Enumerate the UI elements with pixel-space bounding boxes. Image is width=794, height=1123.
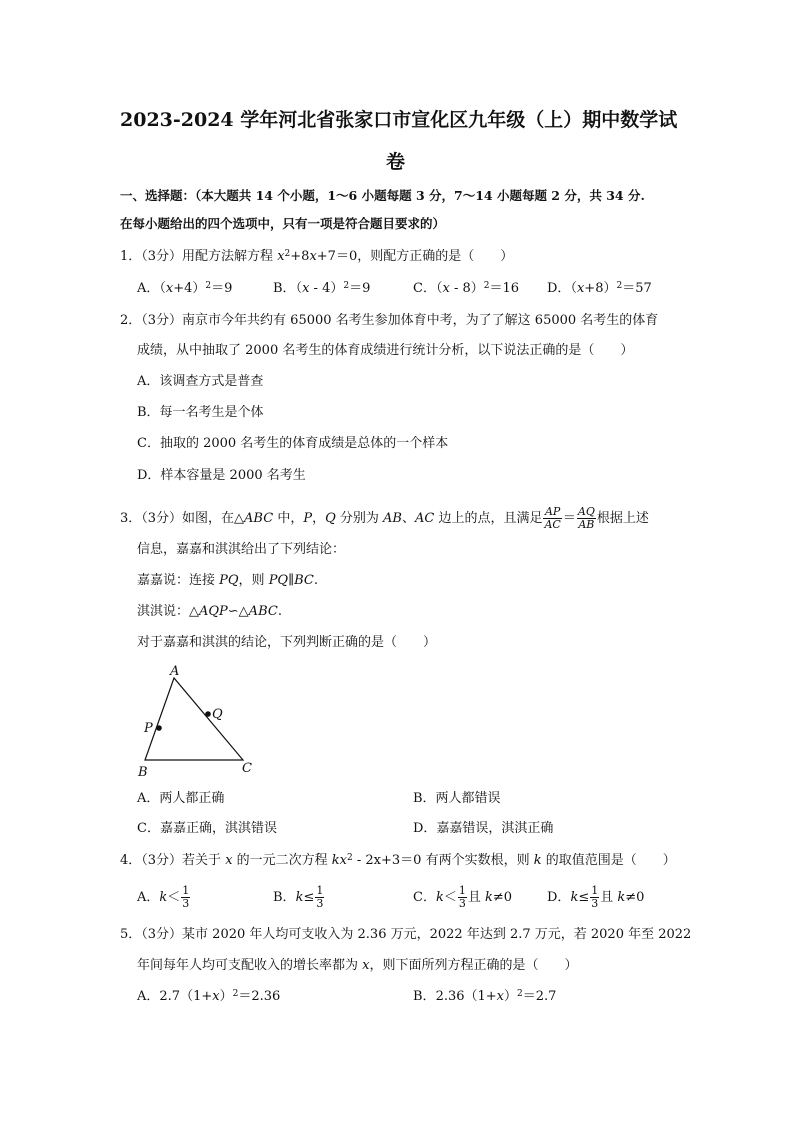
question-4-option-a[interactable]: A．k＜ $\frac{1}{3}$ — [137, 884, 190, 910]
question-3-option-b[interactable]: B．两人都错误 — [413, 791, 501, 806]
question-2-stem-continued: 成绩，从中抽取了 2000 名考生的体育成绩进行统计分析，以下说法正确的是（ ） — [137, 343, 634, 358]
question-5-stem: 5．（3分）某市 2020 年人均可支收入为 2.36 万元，2022 年达到 2.7 万元，若 2020 年至 2022 — [120, 927, 692, 942]
label-p: P — [144, 721, 153, 736]
section-instructions: 在每小题给出的四个选项中，只有一项是符合题目要求的） — [120, 216, 446, 231]
fraction-one-third: $\frac{1}{3}$ — [182, 884, 190, 910]
question-2-stem: 2．（3分）南京市今年共约有 65000 名考生参加体育中考，为了了解这 65000 名考生的体育 — [120, 313, 659, 328]
fraction-one-third: $\frac{1}{3}$ — [316, 884, 324, 910]
question-2-option-a[interactable]: A．该调查方式是普查 — [137, 374, 264, 389]
question-3-option-d[interactable]: D．嘉嘉错误，淇淇正确 — [413, 821, 554, 836]
question-1-option-a[interactable]: A．$(x+4)^2=9$ — [137, 281, 233, 296]
question-3-stem-continued: 信息，嘉嘉和淇淇给出了下列结论： — [137, 542, 346, 557]
fraction-one-third: $\frac{1}{3}$ — [458, 884, 466, 910]
question-1-option-d[interactable]: D．$(x+8)^2=57$ — [547, 281, 652, 296]
question-1-option-c[interactable]: C．（x - 8）$^2$＝16 — [413, 281, 520, 296]
fraction-one-third: $\frac{1}{3}$ — [591, 884, 599, 910]
question-4-option-b[interactable]: B．k≤ $\frac{1}{3}$ — [273, 884, 324, 910]
triangle-figure — [130, 660, 270, 782]
label-b: B — [138, 765, 148, 780]
section-header: 一、选择题：（本大题共 14 个小题，1～6 小题每题 3 分，7～14 小题每题 2 分，共 34 分. — [120, 188, 645, 203]
label-c: C — [242, 761, 252, 776]
question-5-option-b[interactable]: B．$2.36(1+x)^2=2.7$ — [413, 989, 557, 1004]
question-4-option-c[interactable]: C．k＜ $\frac{1}{3}$ 且 k≠0 — [413, 884, 513, 910]
fraction-ap-ac: $\frac{AP}{AC}$ — [544, 505, 561, 531]
triangle-abc — [145, 678, 243, 760]
label-q: Q — [212, 707, 223, 722]
question-2-option-b[interactable]: B．每一名考生是个体 — [137, 405, 264, 420]
question-3-stem: 3．（3分）如图，在△ABC 中，P，Q 分别为 AB、AC 边上的点，且满足 $\frac{AP}{AC}$ ＝ $\frac{AQ}{AB}$ 根据上述 — [120, 505, 649, 531]
question-3-jiajia-claim: 嘉嘉说：连接 PQ，则 PQ∥BC. — [137, 573, 318, 588]
page-title-continued: 卷 — [386, 151, 406, 173]
question-5-stem-continued: 年间每年人均可支配收入的增长率都为 x，则下面所列方程正确的是（ ） — [137, 958, 578, 973]
question-3-option-a[interactable]: A．两人都正确 — [137, 791, 225, 806]
question-1-stem: 1．（3分）用配方法解方程 $x^2+8x+7=0$，则配方正确的是（ ） — [120, 249, 514, 264]
fraction-aq-ab: $\frac{AQ}{AB}$ — [577, 505, 595, 531]
point-q — [205, 711, 211, 717]
label-a: A — [170, 664, 180, 679]
question-5-option-a[interactable]: A．$2.7(1+x)^2=2.36$ — [137, 989, 281, 1004]
question-2-option-c[interactable]: C．抽取的 2000 名考生的体育成绩是总体的一个样本 — [137, 436, 449, 451]
page-title: 2023-2024 学年河北省张家口市宣化区九年级（上）期中数学试 — [120, 109, 678, 131]
question-3-option-c[interactable]: C．嘉嘉正确，淇淇错误 — [137, 821, 277, 836]
question-2-option-d[interactable]: D．样本容量是 2000 名考生 — [137, 468, 306, 483]
question-3-prompt: 对于嘉嘉和淇淇的结论，下列判断正确的是（ ） — [137, 635, 437, 650]
question-4-stem: 4．（3分）若关于 x 的一元二次方程 $kx^2 - 2x+3=0$ 有两个实数根，则 k 的取值范围是（ ） — [120, 853, 676, 868]
question-1-option-b[interactable]: B．（x - 4）$^2$＝9 — [273, 281, 371, 296]
point-p — [156, 725, 162, 731]
question-3-qiqi-claim: 淇淇说：△AQP∽△ABC. — [137, 604, 282, 619]
question-4-option-d[interactable]: D．k≤ $\frac{1}{3}$ 且 k≠0 — [547, 884, 645, 910]
